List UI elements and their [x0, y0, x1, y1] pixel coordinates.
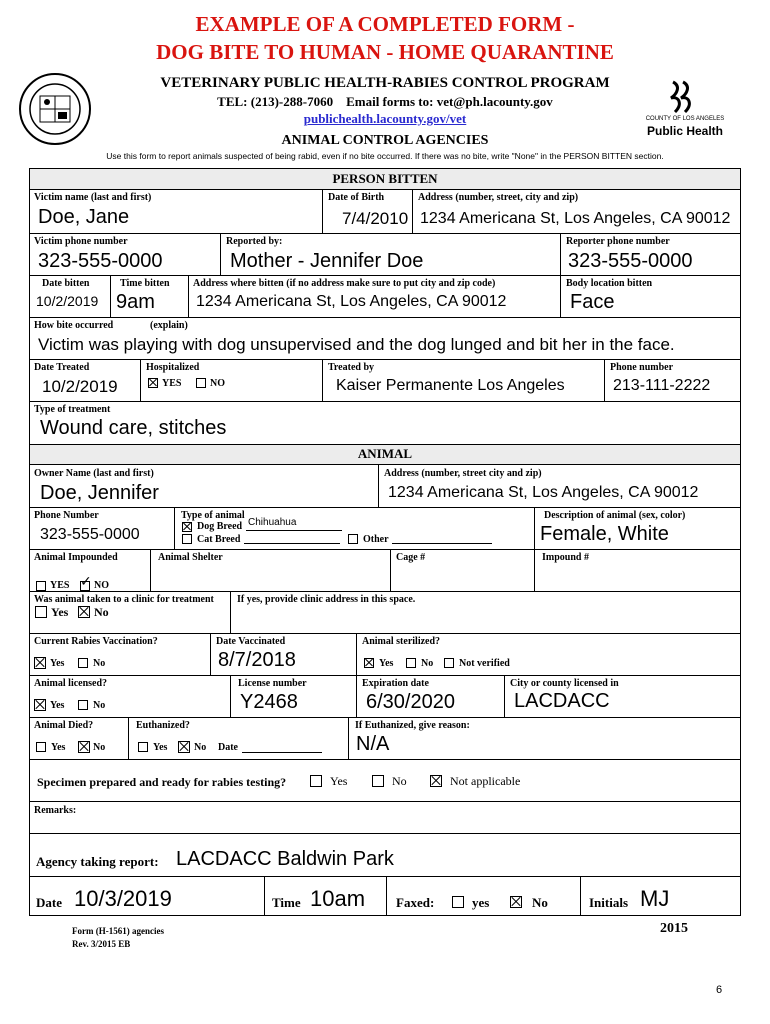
- form-year: 2015: [660, 921, 688, 936]
- other-animal-checkbox[interactable]: [348, 534, 358, 544]
- euthanized-date-label: Date: [218, 742, 238, 753]
- description-field[interactable]: Female, White: [540, 523, 669, 545]
- form-id: Form (H-1561) agencies: [72, 926, 164, 936]
- licensed-no-label: No: [93, 700, 106, 711]
- report-time-field[interactable]: 10am: [310, 886, 366, 911]
- treated-phone-label: Phone number: [610, 362, 674, 373]
- sterilized-yes-label: Yes: [379, 658, 394, 669]
- time-bitten-label: Time bitten: [120, 278, 170, 289]
- licensed-yes-checkbox[interactable]: [34, 699, 46, 711]
- clinic-label: Was animal taken to a clinic for treatment: [34, 594, 214, 605]
- initials-field[interactable]: MJ: [640, 886, 670, 911]
- shelter-label: Animal Shelter: [158, 552, 223, 563]
- clinic-yes-label: Yes: [51, 605, 69, 619]
- licensed-label: Animal licensed?: [34, 678, 108, 689]
- specimen-no-checkbox[interactable]: [372, 775, 384, 787]
- victim-name-label: Victim name (last and first): [34, 192, 152, 203]
- cat-breed-label: Cat Breed: [197, 534, 241, 545]
- initials-label: Initials: [589, 895, 629, 910]
- treated-phone-field[interactable]: 213-111-2222: [613, 377, 711, 394]
- rabies-no-label: No: [93, 658, 106, 669]
- impounded-label: Animal Impounded: [34, 552, 118, 563]
- died-no-label: No: [93, 742, 106, 753]
- sterilized-not-verified-label: Not verified: [459, 658, 510, 669]
- license-number-field[interactable]: Y2468: [240, 691, 298, 713]
- euthanized-label: Euthanized?: [136, 720, 190, 731]
- hospitalized-no-label: NO: [210, 378, 225, 389]
- date-vaccinated-field[interactable]: 8/7/2018: [218, 649, 296, 671]
- impounded-yes-label: YES: [50, 580, 70, 591]
- died-yes-checkbox[interactable]: [36, 742, 46, 752]
- body-location-field[interactable]: Face: [570, 291, 615, 313]
- how-bite-field[interactable]: Victim was playing with dog unsupervised and the dog lunged and bit her in the face.: [38, 335, 675, 354]
- owner-phone-label: Phone Number: [34, 510, 99, 521]
- faxed-yes-label: yes: [472, 895, 490, 910]
- specimen-yes-label: Yes: [330, 774, 348, 788]
- hospitalized-no-checkbox[interactable]: [196, 378, 206, 388]
- other-animal-label: Other: [363, 534, 389, 545]
- agencies-heading: ANIMAL CONTROL AGENCIES: [281, 133, 489, 148]
- page-number: 6: [716, 984, 723, 996]
- cat-breed-checkbox[interactable]: [182, 534, 192, 544]
- report-date-label: Date: [36, 895, 62, 910]
- faxed-no-label: No: [532, 895, 548, 910]
- treatment-type-field[interactable]: Wound care, stitches: [40, 417, 227, 439]
- date-treated-field[interactable]: 10/2/2019: [42, 377, 118, 396]
- hospitalized-yes-label: YES: [162, 378, 182, 389]
- dog-breed-label: Dog Breed: [197, 521, 243, 532]
- body-location-label: Body location bitten: [566, 278, 653, 289]
- clinic-address-label: If yes, provide clinic address in this space.: [237, 594, 416, 605]
- specimen-label: Specimen prepared and ready for rabies testing?: [37, 775, 287, 789]
- licensed-yes-label: Yes: [50, 700, 65, 711]
- explain-label: (explain): [150, 320, 188, 331]
- died-yes-label: Yes: [51, 742, 66, 753]
- address-label: Address (number, street, city and zip): [418, 192, 579, 203]
- dob-field[interactable]: 7/4/2010: [342, 209, 409, 228]
- clinic-yes-checkbox[interactable]: [35, 606, 47, 618]
- hospitalized-yes-checkbox[interactable]: [148, 378, 158, 388]
- dog-breed-checkbox[interactable]: [182, 522, 192, 532]
- reporter-phone-label: Reporter phone number: [566, 236, 670, 247]
- date-bitten-field[interactable]: 10/2/2019: [36, 293, 99, 309]
- treatment-type-label: Type of treatment: [34, 404, 111, 415]
- euthanized-reason-field[interactable]: N/A: [356, 733, 390, 755]
- euthanized-no-label: No: [194, 742, 207, 753]
- where-bitten-field[interactable]: 1234 Americana St, Los Angeles, CA 90012: [196, 293, 507, 310]
- euthanized-yes-checkbox[interactable]: [138, 742, 148, 752]
- report-date-field[interactable]: 10/3/2019: [74, 886, 172, 911]
- logo-big-text: Public Health: [646, 124, 723, 138]
- remarks-label: Remarks:: [34, 805, 77, 816]
- faxed-no-checkbox[interactable]: [510, 896, 522, 908]
- report-time-label: Time: [272, 895, 301, 910]
- where-bitten-label: Address where bitten (if no address make sure to put city and zip code): [193, 278, 496, 289]
- public-health-logo-icon: [667, 80, 695, 114]
- instructions-text: Use this form to report animals suspected of being rabid, even if no bite occurred. If there was no bite, write "None" in the PERSON BITTEN section.: [106, 151, 664, 161]
- owner-name-label: Owner Name (last and first): [34, 468, 154, 479]
- faxed-label: Faxed:: [396, 895, 435, 910]
- date-vaccinated-label: Date Vaccinated: [216, 636, 286, 647]
- sterilized-no-label: No: [421, 658, 434, 669]
- treated-by-label: Treated by: [328, 362, 375, 373]
- agency-field[interactable]: LACDACC Baldwin Park: [176, 848, 394, 870]
- expiration-label: Expiration date: [362, 678, 429, 689]
- animal-type-label: Type of animal: [181, 510, 245, 521]
- sterilized-not-verified-checkbox[interactable]: [444, 658, 454, 668]
- impounded-no-label: NO: [94, 580, 109, 591]
- license-number-label: License number: [238, 678, 307, 689]
- logo-small-text: COUNTY OF LOS ANGELES: [645, 116, 725, 122]
- impounded-yes-checkbox[interactable]: [36, 581, 46, 591]
- clinic-no-checkbox[interactable]: [78, 606, 90, 618]
- treated-by-field[interactable]: Kaiser Permanente Los Angeles: [336, 377, 565, 394]
- specimen-na-label: Not applicable: [450, 774, 521, 788]
- faxed-yes-checkbox[interactable]: [452, 896, 464, 908]
- impound-number-label: Impound #: [542, 552, 589, 563]
- reported-by-field[interactable]: Mother - Jennifer Doe: [230, 250, 424, 272]
- owner-address-label: Address (number, street city and zip): [384, 468, 542, 479]
- program-name: VETERINARY PUBLIC HEALTH-RABIES CONTROL PROGRAM: [160, 75, 610, 91]
- euthanized-no-checkbox[interactable]: [178, 741, 190, 753]
- owner-address-field[interactable]: 1234 Americana St, Los Angeles, CA 90012: [388, 484, 699, 501]
- rabies-no-checkbox[interactable]: [78, 658, 88, 668]
- sterilized-yes-checkbox[interactable]: [364, 658, 374, 668]
- hospitalized-label: Hospitalized: [146, 362, 200, 373]
- euthanized-reason-label: If Euthanized, give reason:: [355, 720, 470, 731]
- address-field[interactable]: 1234 Americana St, Los Angeles, CA 90012: [420, 210, 731, 227]
- time-bitten-field[interactable]: 9am: [116, 291, 155, 313]
- agency-label: Agency taking report:: [36, 854, 159, 869]
- contact-info: TEL: (213)-288-7060 Email forms to: vet@ph.lacounty.gov: [217, 94, 553, 109]
- specimen-na-checkbox[interactable]: [430, 775, 442, 787]
- animal-section-title: ANIMAL: [357, 446, 413, 461]
- form-title-line2: DOG BITE TO HUMAN - HOME QUARANTINE: [156, 40, 614, 64]
- person-section-title: PERSON BITTEN: [332, 171, 438, 186]
- clinic-no-label: No: [94, 605, 109, 619]
- cage-label: Cage #: [396, 552, 426, 563]
- impounded-no-checkmark-icon: ✓: [80, 574, 92, 590]
- form-title-line1: EXAMPLE OF A COMPLETED FORM -: [195, 12, 575, 36]
- specimen-no-label: No: [392, 774, 407, 788]
- reported-by-label: Reported by:: [226, 236, 283, 247]
- licensed-no-checkbox[interactable]: [78, 700, 88, 710]
- date-treated-label: Date Treated: [34, 362, 90, 373]
- rabies-vacc-label: Current Rabies Vaccination?: [34, 636, 158, 647]
- specimen-yes-checkbox[interactable]: [310, 775, 322, 787]
- description-label: Description of animal (sex, color): [544, 510, 686, 521]
- how-bite-label: How bite occurred: [34, 320, 114, 331]
- owner-phone-field[interactable]: 323-555-0000: [40, 526, 140, 543]
- reporter-phone-field[interactable]: 323-555-0000: [568, 250, 693, 272]
- website-link[interactable]: publichealth.lacounty.gov/vet: [303, 111, 467, 126]
- sterilized-label: Animal sterilized?: [362, 636, 441, 647]
- city-licensed-field[interactable]: LACDACC: [514, 690, 610, 712]
- died-label: Animal Died?: [34, 720, 94, 731]
- victim-phone-field[interactable]: 323-555-0000: [38, 250, 163, 272]
- euthanized-yes-label: Yes: [153, 742, 168, 753]
- form-revision: Rev. 3/2015 EB: [72, 939, 131, 949]
- date-bitten-label: Date bitten: [42, 278, 90, 289]
- city-licensed-label: City or county licensed in: [510, 678, 619, 689]
- rabies-yes-label: Yes: [50, 658, 65, 669]
- euthanized-date-field[interactable]: [242, 752, 322, 753]
- victim-phone-label: Victim phone number: [34, 236, 128, 247]
- rabies-yes-checkbox[interactable]: [34, 657, 46, 669]
- dog-breed-field[interactable]: Chihuahua: [248, 517, 297, 528]
- victim-name-field[interactable]: Doe, Jane: [38, 206, 130, 228]
- died-no-checkbox[interactable]: [78, 741, 90, 753]
- dob-label: Date of Birth: [328, 192, 385, 203]
- expiration-field[interactable]: 6/30/2020: [366, 691, 455, 713]
- owner-name-field[interactable]: Doe, Jennifer: [40, 482, 159, 504]
- sterilized-no-checkbox[interactable]: [406, 658, 416, 668]
